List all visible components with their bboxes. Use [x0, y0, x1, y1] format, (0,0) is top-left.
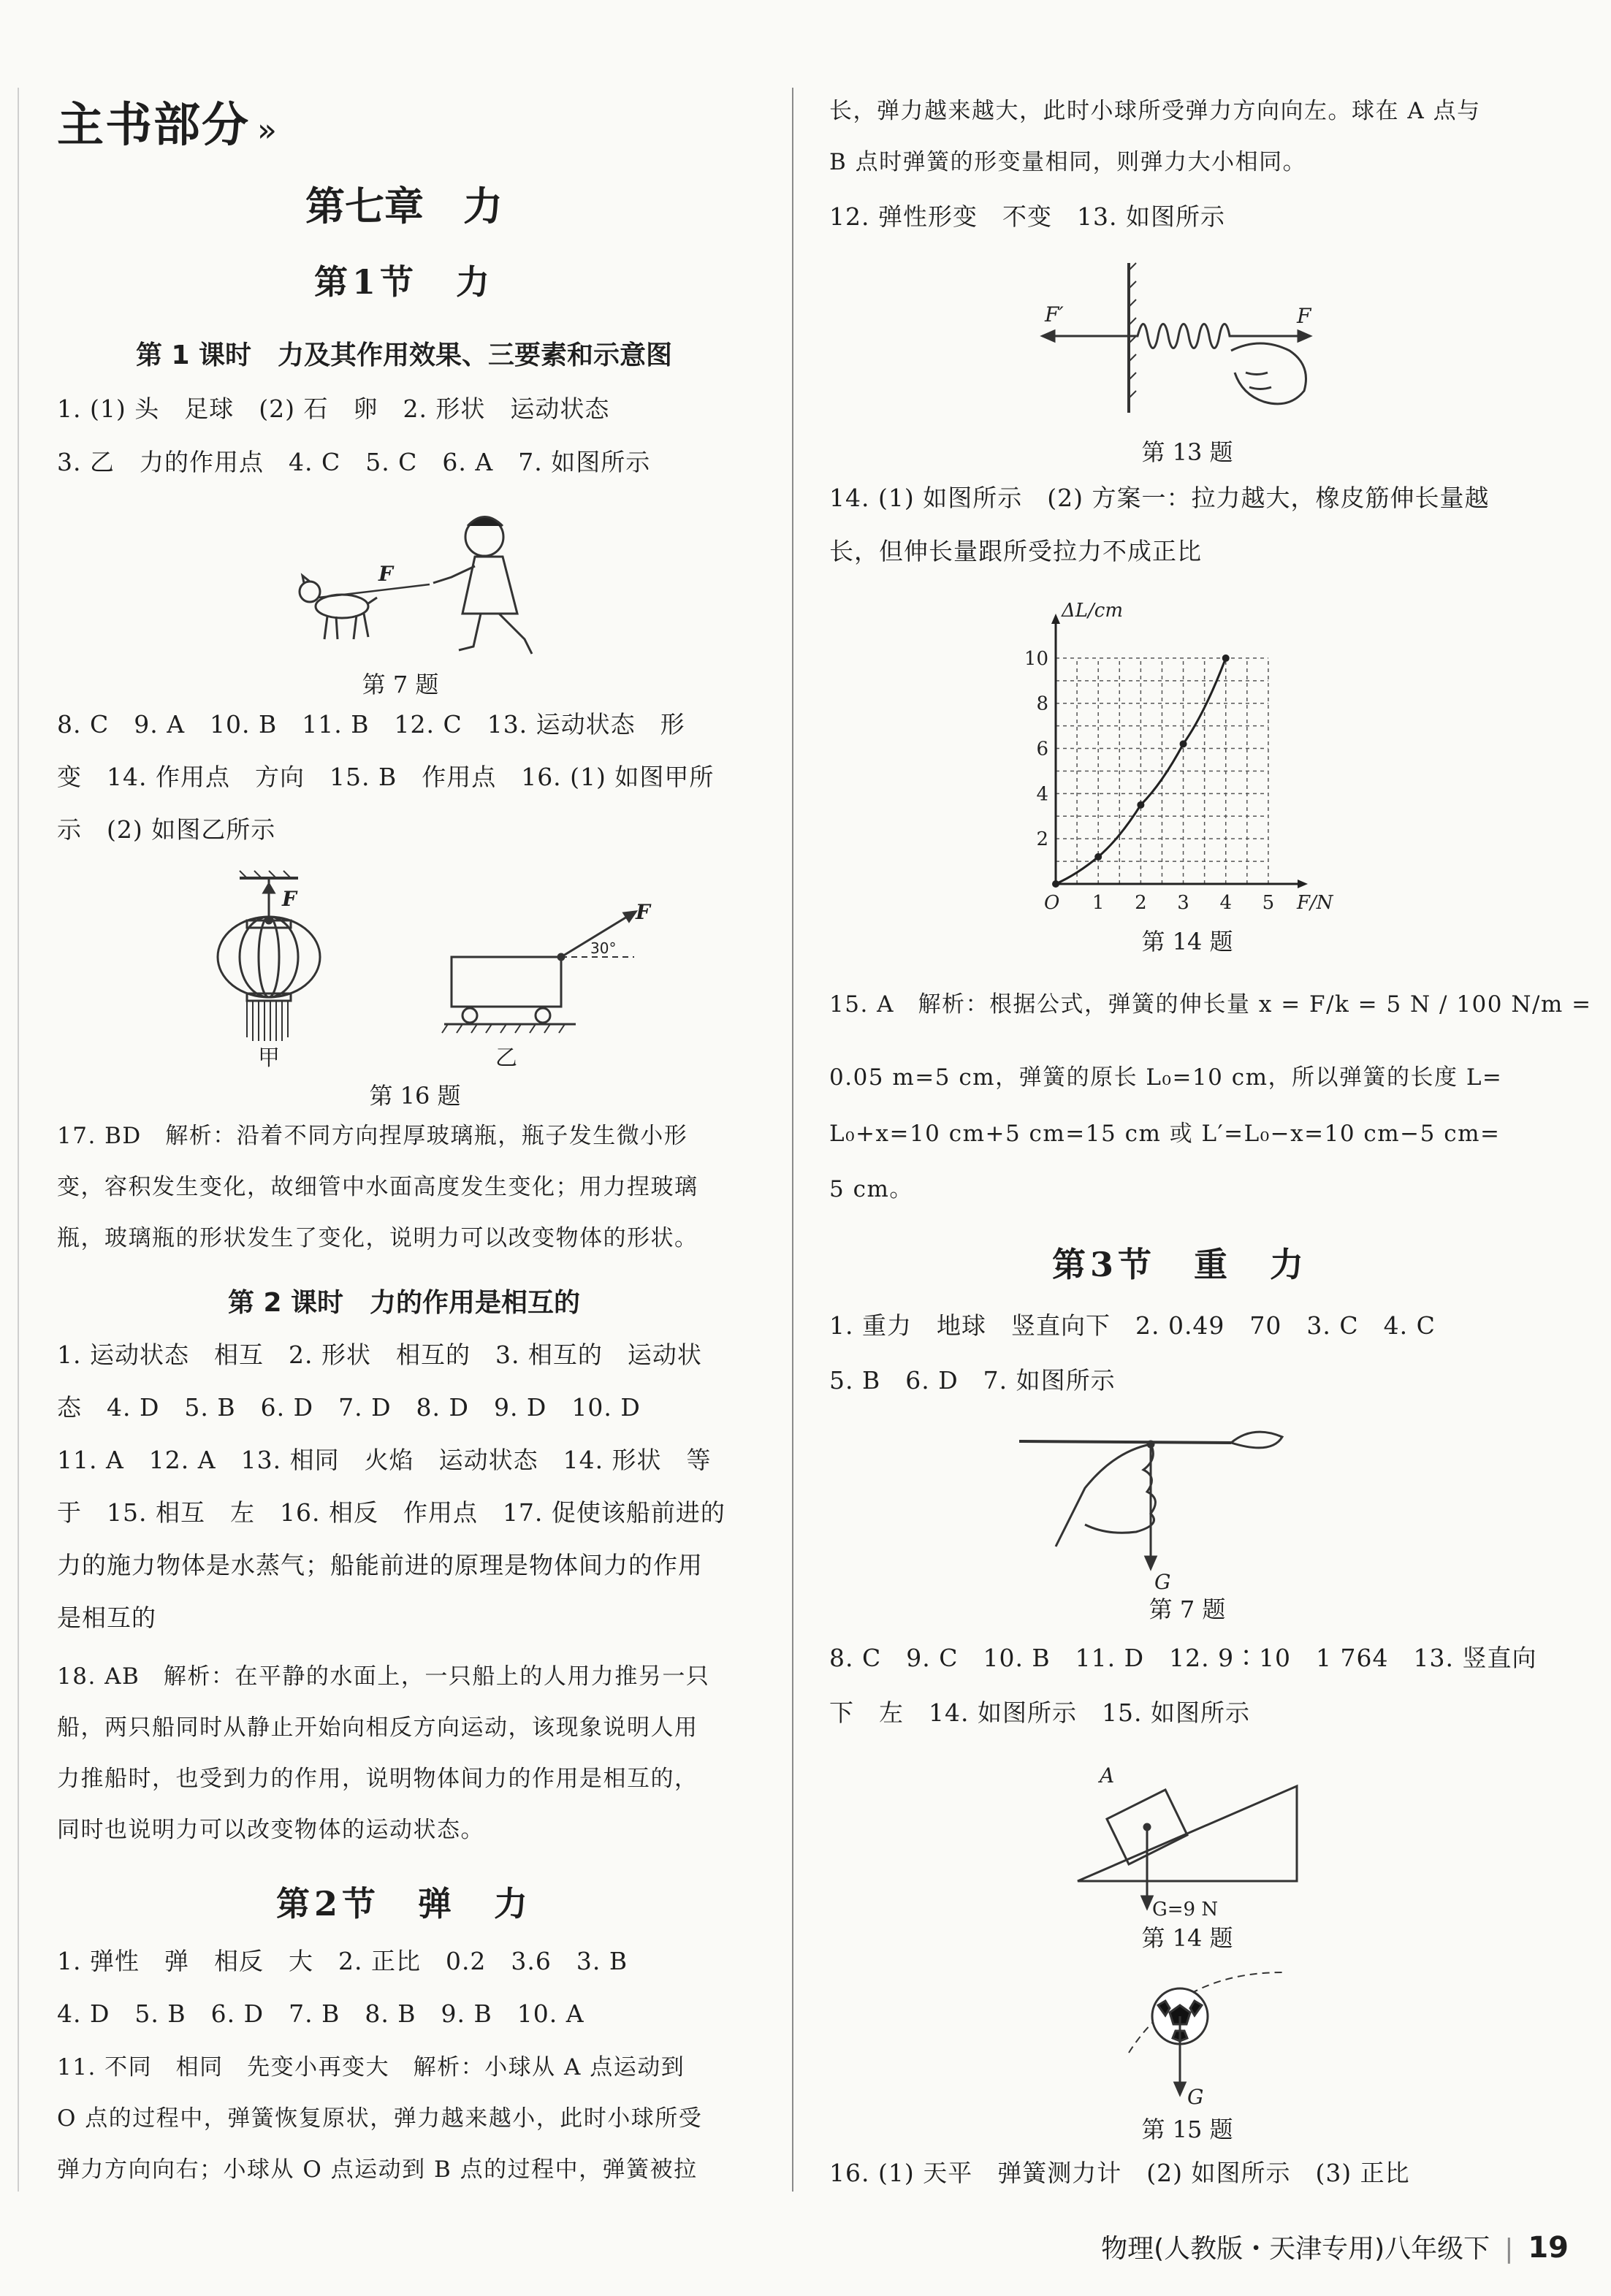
- answer-line: 11. 不同 相同 先变小再变大 解析：小球从 A 点运动到: [57, 2054, 685, 2080]
- answer-line: 17. BD 解析：沿着不同方向捏厚玻璃瓶，瓶子发生微小形: [57, 1123, 688, 1149]
- y-tick-label: 10: [1024, 647, 1048, 670]
- dog-body: [316, 595, 368, 618]
- x-tick-label: 5: [1262, 892, 1275, 914]
- answer-line: O 点的过程中，弹簧恢复原状，弹力越来越小，此时小球所受: [57, 2105, 703, 2132]
- answer-line: 瓶，玻璃瓶的形状发生了变化，说明力可以改变物体的形状。: [57, 1225, 698, 1251]
- y-tick-label: 2: [1036, 828, 1048, 851]
- data-point: [1094, 853, 1102, 861]
- x-tick-label: 3: [1177, 892, 1189, 914]
- dog-head: [300, 581, 320, 602]
- data-point: [1222, 655, 1230, 662]
- gravity-label: G=9 N: [1152, 1899, 1219, 1921]
- point-label: A: [1100, 1763, 1115, 1788]
- angle-label: 30°: [590, 939, 617, 957]
- data-point: [1137, 801, 1144, 809]
- y-axis-label: ΔL/cm: [1062, 600, 1124, 622]
- answer-line: 变，容积发生变化，故细管中水面高度发生变化；用力捏玻璃: [57, 1174, 698, 1200]
- answer-line: 11. A 12. A 13. 相同 火焰 运动状态 14. 形状 等: [57, 1446, 712, 1474]
- x-axis-label: F/N: [1297, 892, 1333, 914]
- y-axis-arrow: [1051, 614, 1060, 624]
- y-tick-label: 8: [1036, 693, 1048, 715]
- answer-line: 1. 运动状态 相互 2. 形状 相互的 3. 相互的 运动状: [57, 1340, 702, 1369]
- footer-subject: 物理(人教版・天津专用)八年级下: [1101, 2234, 1490, 2264]
- figure-caption: 第 14 题: [1141, 928, 1233, 956]
- answer-line: 14. (1) 如图所示 (2) 方案一：拉力越大，橡皮筋伸长量越: [829, 484, 1490, 512]
- answer-line: 是相互的: [57, 1603, 156, 1632]
- elongation-force-chart: [1012, 584, 1333, 928]
- figure-sublabel: 乙: [495, 1045, 517, 1071]
- y-tick-label: 6: [1036, 738, 1048, 760]
- lesson-2-title: 第 2 课时 力的作用是相互的: [227, 1288, 581, 1318]
- x-tick-label: 4: [1219, 892, 1233, 914]
- column-divider: [792, 88, 793, 2192]
- figure-caption: 第 16 题: [369, 1082, 461, 1110]
- answer-line: 15. A 解析：根据公式，弹簧的伸长量 x = F/k = 5 N / 100 N/m =: [829, 991, 1592, 1018]
- answer-line: L₀+x=10 cm+5 cm=15 cm 或 L′=L₀−x=10 cm−5 cm=: [829, 1121, 1501, 1147]
- answer-line: 力的施力物体是水蒸气；船能前进的原理是物体间力的作用: [57, 1551, 703, 1579]
- force-label: F: [1297, 304, 1311, 328]
- answer-line: 5. B 6. D 7. 如图所示: [829, 1366, 1116, 1395]
- section-2-title: 第2节 弹 力: [275, 1884, 532, 1923]
- data-point: [1180, 740, 1187, 747]
- answer-line: 8. C 9. C 10. B 11. D 12. 9∶10 1 764 13. 竖直向: [829, 1644, 1537, 1672]
- spring-coil: [1129, 324, 1244, 348]
- answer-line: 16. (1) 天平 弹簧测力计 (2) 如图所示 (3) 正比: [829, 2159, 1410, 2187]
- page-number: 19: [1528, 2231, 1569, 2265]
- chapter-title: 第七章 力: [305, 183, 503, 229]
- section-1-title: 第1节 力: [313, 262, 494, 302]
- girl-walking-dog-figure: [283, 497, 590, 665]
- answer-line: 示 (2) 如图乙所示: [57, 815, 276, 844]
- page-footer: [1101, 2228, 1569, 2265]
- answer-line: 18. AB 解析：在平静的水面上，一只船上的人用力推另一只: [57, 1663, 710, 1690]
- force-label: F: [378, 562, 393, 586]
- answer-line: 1. 重力 地球 竖直向下 2. 0.49 70 3. C 4. C: [829, 1311, 1436, 1340]
- answer-line: 12. 弹性形变 不变 13. 如图所示: [829, 202, 1225, 231]
- y-tick-label: 4: [1036, 783, 1048, 806]
- answer-line: 同时也说明力可以改变物体的运动状态。: [57, 1817, 484, 1843]
- spoon-handle: [1019, 1441, 1231, 1443]
- spring-figure: [1034, 256, 1341, 424]
- answer-line: 3. 乙 力的作用点 4. C 5. C 6. A 7. 如图所示: [57, 448, 651, 476]
- book-section-title: [57, 88, 278, 155]
- section-3-title: 第3节 重 力: [1051, 1245, 1308, 1284]
- answer-line: 4. D 5. B 6. D 7. B 8. B 9. B 10. A: [57, 1999, 584, 2028]
- answer-line: 长，但伸长量跟所受拉力不成正比: [829, 537, 1202, 565]
- answer-line: 8. C 9. A 10. B 11. B 12. C 13. 运动状态 形: [57, 710, 685, 739]
- answer-line: 船，两只船同时从静止开始向相反方向运动，该现象说明人用: [57, 1715, 698, 1741]
- answer-line: 下 左 14. 如图所示 15. 如图所示: [829, 1698, 1250, 1727]
- hand: [1056, 1444, 1155, 1546]
- lantern-and-cart-figure: [203, 862, 656, 1074]
- answer-line: 态 4. D 5. B 6. D 7. D 8. D 9. D 10. D: [57, 1393, 641, 1422]
- figure-caption: 第 7 题: [362, 671, 439, 698]
- figure-sublabel: 甲: [258, 1045, 280, 1071]
- block-on-incline-figure: [1070, 1753, 1319, 1921]
- answer-line: 变 14. 作用点 方向 15. B 作用点 16. (1) 如图甲所: [57, 763, 715, 791]
- answer-line: 1. 弹性 弹 相反 大 2. 正比 0.2 3.6 3. B: [57, 1947, 628, 1975]
- x-tick-label: 2: [1135, 892, 1147, 914]
- soccer-ball-figure: [1114, 1965, 1290, 2118]
- figure-caption: 第 15 题: [1141, 2116, 1233, 2143]
- answer-line: 弹力方向向右；小球从 O 点运动到 B 点的过程中，弹簧被拉: [57, 2156, 698, 2183]
- answer-line: 5 cm。: [829, 1176, 913, 1202]
- x-tick-label: 1: [1092, 892, 1105, 914]
- book-title-text: 主书部分: [57, 99, 250, 153]
- figure-caption: 第 14 题: [1141, 1924, 1233, 1952]
- answer-line: 0.05 m=5 cm，弹簧的原长 L₀=10 cm，所以弹簧的长度 L=: [829, 1064, 1503, 1091]
- data-point: [1052, 880, 1059, 888]
- hand: [1231, 343, 1306, 404]
- gravity-label: G: [1154, 1570, 1171, 1594]
- lesson-1-title: 第 1 课时 力及其作用效果、三要素和示意图: [135, 340, 673, 370]
- cart-body: [452, 957, 561, 1007]
- figure-caption: 第 7 题: [1149, 1595, 1226, 1623]
- origin-label: O: [1044, 892, 1060, 914]
- answer-line: 于 15. 相互 左 16. 相反 作用点 17. 促使该船前进的: [57, 1498, 725, 1527]
- force-label: F′: [1045, 302, 1064, 327]
- answer-line: B 点时弹簧的形变量相同，则弹力大小相同。: [829, 149, 1307, 175]
- gravity-label: G: [1187, 2085, 1204, 2109]
- answer-line: 1. (1) 头 足球 (2) 石 卵 2. 形状 运动状态: [57, 394, 610, 423]
- footer-separator: |: [1504, 2234, 1514, 2264]
- spoon-bowl: [1231, 1432, 1282, 1448]
- x-axis-arrow: [1298, 880, 1308, 888]
- force-label: F: [282, 887, 297, 911]
- chevron-icon: »: [257, 112, 278, 149]
- force-label: F: [636, 900, 650, 924]
- answer-line: 力推船时，也受到力的作用，说明物体间力的作用是相互的，: [57, 1766, 698, 1792]
- left-margin-line: [18, 88, 19, 2192]
- answer-line: 长，弹力越来越大，此时小球所受弹力方向向左。球在 A 点与: [829, 98, 1481, 124]
- figure-caption: 第 13 题: [1141, 438, 1233, 466]
- spoon-on-finger-figure: [1012, 1414, 1348, 1594]
